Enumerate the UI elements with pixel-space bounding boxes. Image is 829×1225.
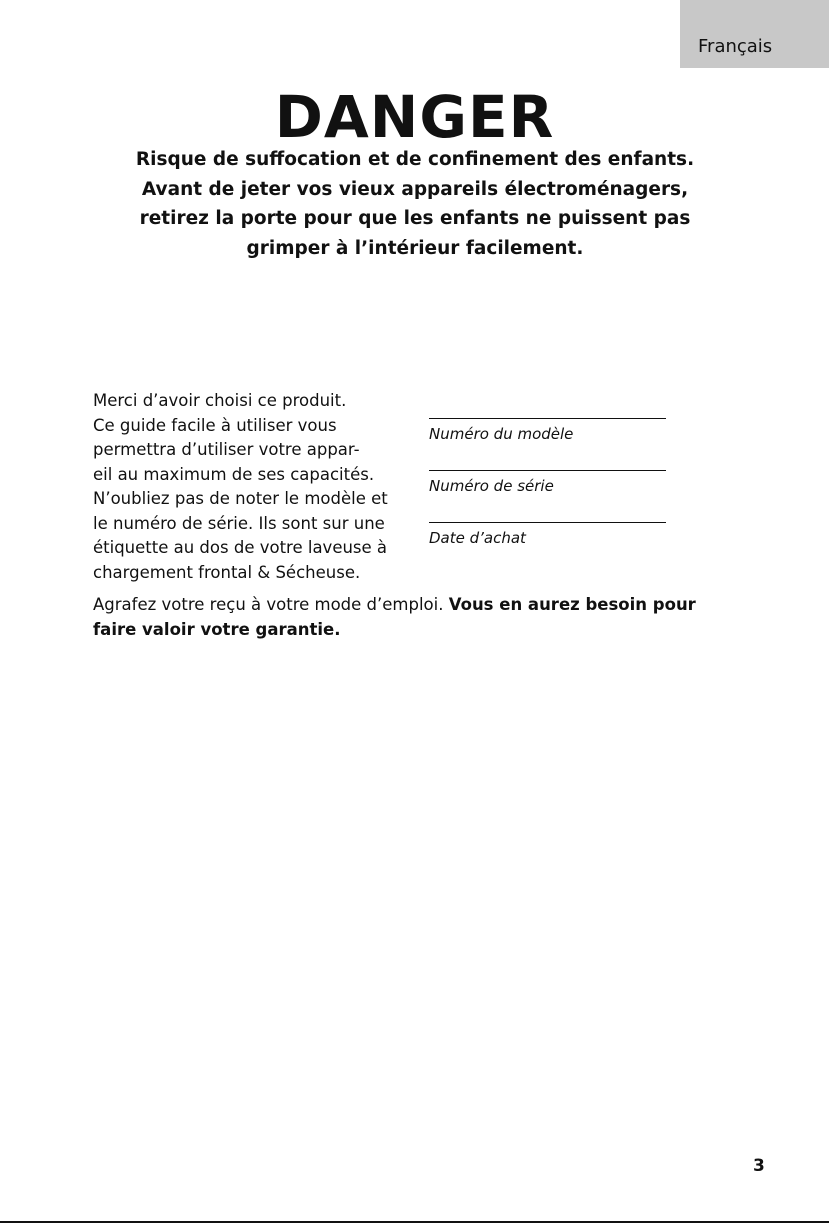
- language-tab: [680, 0, 829, 68]
- danger-title: DANGER: [274, 83, 555, 151]
- language-label: Français: [698, 36, 773, 57]
- danger-line: retirez la porte pour que les enfants ne puissent pas: [139, 208, 691, 229]
- bottom-rule: [0, 1221, 829, 1223]
- intro-line: étiquette au dos de votre laveuse à: [93, 538, 388, 557]
- purchase-date-field: [429, 522, 666, 547]
- intro-line: N’oubliez pas de noter le modèle et: [93, 489, 388, 508]
- intro-line: le numéro de série. Ils sont sur une: [93, 513, 385, 533]
- purchase-date-label: Date d’achat: [429, 529, 526, 547]
- intro-line: Ce guide facile à utiliser vous: [93, 415, 337, 435]
- intro-line: Merci d’avoir choisi ce produit.: [93, 391, 347, 410]
- intro-line: chargement frontal & Sécheuse.: [93, 562, 361, 582]
- model-number-label: Numéro du modèle: [429, 425, 574, 443]
- receipt-note: [93, 593, 753, 642]
- receipt-line-1: [93, 593, 753, 618]
- serial-number-field: [429, 470, 666, 495]
- receipt-emphasis: Vous en aurez besoin pour: [448, 595, 696, 614]
- receipt-line-2: [93, 618, 753, 643]
- intro-line: permettra d’utiliser votre appar-: [93, 440, 360, 459]
- danger-line: grimper à l’intérieur facilement.: [246, 237, 584, 259]
- intro-line: eil au maximum de ses capacités.: [93, 464, 375, 484]
- receipt-text: Agrafez votre reçu à votre mode d’emploi.: [93, 595, 449, 614]
- intro-paragraph: [93, 389, 403, 585]
- receipt-emphasis-2: faire valoir votre garantie.: [93, 619, 341, 639]
- page-number: 3: [753, 1156, 765, 1176]
- model-number-field: [429, 418, 666, 443]
- serial-number-label: Numéro de série: [429, 477, 554, 495]
- danger-line: Risque de suffocation et de confinement des enfants.: [135, 149, 695, 170]
- danger-line: Avant de jeter vos vieux appareils électroménagers,: [141, 178, 689, 200]
- danger-warning: [100, 145, 730, 263]
